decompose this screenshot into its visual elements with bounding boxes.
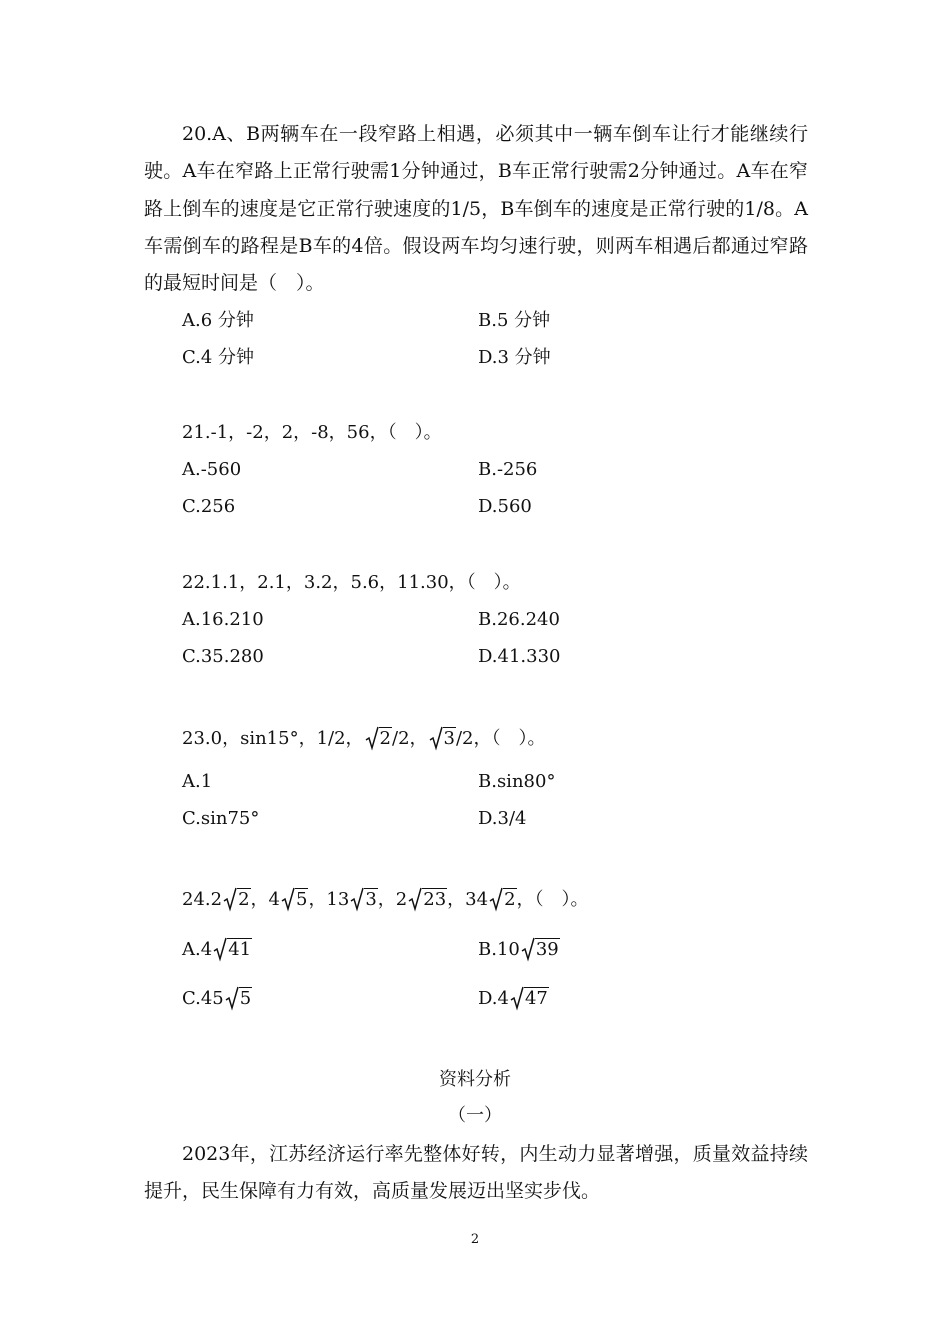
q24-option-a: A.4 41: [182, 939, 252, 960]
sqrt-symbol: 2: [489, 888, 516, 912]
q22-option-c: C.35.280: [182, 646, 264, 667]
q22-option-b: B.26.240: [478, 609, 560, 630]
q23-option-d: D.3/4: [478, 808, 527, 829]
q21-option-d: D.560: [478, 496, 532, 517]
sqrt-symbol: 5: [225, 987, 252, 1011]
q24-option-b: B.10 39: [478, 939, 559, 960]
section-subtitle: （一）: [448, 1105, 502, 1126]
sqrt-symbol: 3: [429, 727, 456, 751]
question-21-stem: 21.-1，-2，2，-8，56，（ ）。: [182, 422, 442, 443]
sqrt-symbol: 23: [408, 888, 447, 912]
q23-option-c: C.sin75°: [182, 808, 260, 829]
sqrt-symbol: 47: [510, 987, 549, 1011]
q22-option-d: D.41.330: [478, 646, 561, 667]
question-20-text: 20.A、B两辆车在一段窄路上相遇，必须其中一辆车倒车让行才能继续行驶。A车在窄路上正常行驶需1分钟通过，B车正常行驶需2分钟通过。A车在窄路上倒车的速度是它正常行驶速度的1/5，B车倒车的速度是正常行驶的1/8。A车需倒车的路程是B车的4倍。假设两车均匀速行驶，则两车相遇后都通过窄路的最短时间是（ ）。: [144, 123, 808, 295]
section-paragraph: 2023年，江苏经济运行率先整体好转，内生动力显著增强，质量效益持续提升，民生保障有力有效，高质量发展迈出坚实步伐。: [144, 1143, 808, 1203]
q20-option-a: A.6 分钟: [182, 310, 254, 331]
sqrt-symbol: 5: [281, 888, 308, 912]
sqrt-symbol: 3: [350, 888, 377, 912]
sqrt-symbol: 2: [365, 727, 392, 751]
q24-option-c: C.45 5: [182, 988, 252, 1009]
q21-option-b: B.-256: [478, 459, 538, 480]
q23-option-a: A.1: [182, 771, 213, 792]
q21-option-c: C.256: [182, 496, 236, 517]
sqrt-symbol: 2: [223, 888, 250, 912]
question-22-stem: 22.1.1，2.1，3.2，5.6，11.30，（ ）。: [182, 572, 521, 593]
sqrt-symbol: 39: [521, 938, 560, 962]
q23-option-b: B.sin80°: [478, 771, 556, 792]
sqrt-symbol: 41: [213, 938, 252, 962]
question-20-stem: [144, 116, 808, 302]
q20-option-c: C.4 分钟: [182, 347, 255, 368]
q21-option-a: A.-560: [182, 459, 242, 480]
question-24-stem: 24.2 2，4 5，13 3，2 23，34 2，（ ）。: [182, 889, 589, 910]
q20-option-b: B.5 分钟: [478, 310, 551, 331]
q22-option-a: A.16.210: [182, 609, 264, 630]
q20-option-d: D.3 分钟: [478, 347, 551, 368]
page-number: 2: [470, 1232, 480, 1247]
q24-option-d: D.4 47: [478, 988, 548, 1009]
section-title: 资料分析: [439, 1069, 511, 1090]
question-23-stem: 23.0，sin15°，1/2， 2/2， 3/2，（ ）。: [182, 728, 546, 749]
